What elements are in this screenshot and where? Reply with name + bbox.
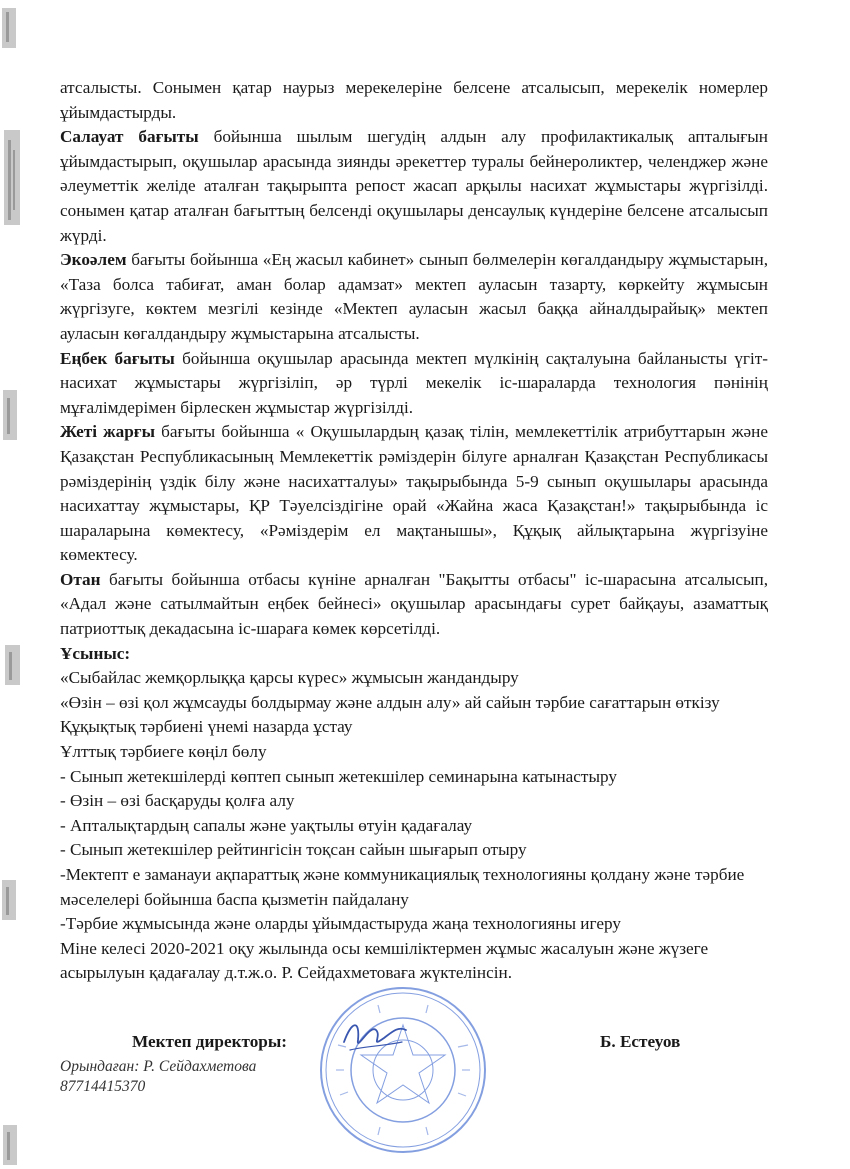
recommendation-item: -Тәрбие жұмысында және оларды ұйымдастыруда жаңа технологияны игеру [60, 914, 621, 934]
recommendation-item: Міне келесі 2020-2021 оқу жылында осы кемшіліктермен жұмыс жасалуын және жүзеге асырылуын қадағалау д.т.ж.о. Р. Сейдахметоваға жүктелінсін. [60, 938, 709, 983]
recommendation-item: -Мектепт е заманауи ақпараттық және коммуникациялық технологияны қолдану және тәрбие мәселелері бойынша баспа қызметін пайдалану [60, 865, 745, 909]
document-body [60, 76, 768, 986]
paragraph-heading: Еңбек бағыты [60, 348, 175, 368]
recommendation-item: - Апталықтардың сапалы және уақтылы өтуін қадағалау [60, 815, 473, 835]
paragraph-continuation [60, 76, 768, 125]
recommendation-item: Құқықтық тәрбиені үнемі назарда ұстау [60, 717, 353, 737]
paragraph-text: бойынша шылым шегудің алдын алу профилактикалық апталығын ұйымдастырып, оқушылар арасында зиянды әрекеттер туралы бейнероликтер, челенджер және әлеуметтік желіде аталған тақырыпта репост жасап арқылы насихат жұмыстары жүргізілді. сонымен қатар аталған бағыттың белсенді оқушылары денсаулық күндеріне белсене атсалысып жүрді. [60, 127, 768, 245]
paragraph-text: бағыты бойынша « Оқушылардың қазақ тілін, мемлекеттілік атрибуттарын және Қазақстан Республикасының Мемлекеттік рәміздерін білуге арналған Қазақстан Республикасы рәміздерінің үздік білу және насихатталуы» тақырыбында 5-9 сынып оқушылары арасында насихаттау жұмыстары, ҚР Тәуелсіздігіне орай «Жайна жаса Қазақстан!» тақырыбында іс шараларына көмектесу, «Рәміздерім ел мақтанышы», Құқық айлықтарына жүргізуіне көмектесу. [60, 422, 769, 565]
paragraph-zheti-zhargy [60, 420, 768, 568]
director-title: Мектеп директоры: [132, 1032, 287, 1051]
paragraph-ecoalem [60, 248, 768, 346]
paragraph-text: бағыты бойынша «Ең жасыл кабинет» сынып бөлмелерін көгалдандыру жұмыстарын, «Таза болса табиғат, аман болар адамзат» мектеп ауласын тазарту, көркейту жұмысын жүргізуге, көктем мезгілі кезінде «Мектеп ауласын жасыл баққа айналдырайық» мектеп ауласын көгалдандыру жұмыстарына атсалысты. [60, 250, 768, 343]
paragraph-salauat [60, 125, 768, 248]
recommendation-item: «Сыбайлас жемқорлыққа қарсы күрес» жұмысын жандандыру [60, 668, 519, 688]
recommendation-item: «Өзін – өзі қол жұмсауды болдырмау және алдын алу» ай сайын тәрбие сағаттарын өткізу [60, 692, 720, 712]
paragraph-heading: Отан [60, 569, 101, 589]
official-seal [318, 985, 488, 1155]
recommendation-item: - Сынып жетекшілерді көптеп сынып жетекшілер семинарына катынастыру [60, 766, 617, 786]
paragraph-heading: Салауат бағыты [60, 127, 199, 147]
executor-name: Орындаған: Р. Сейдахметова [60, 1058, 257, 1075]
director-name: Б. Естеуов [600, 1032, 681, 1051]
paragraph-heading: Экоәлем [60, 250, 127, 270]
paragraph-otan [60, 568, 768, 642]
executor-phone: 87714415370 [60, 1078, 146, 1095]
paragraph-text: бағыты бойынша отбасы күніне арналған "Бақытты отбасы" іс-шарасына атсалысып, «Адал және сатылмайтын еңбек бейнесі» оқушылар арасындағы сурет байқауы, азаматтық патриоттық декадасына іс-шараға көмек көрсетілді. [60, 569, 768, 639]
paragraph-enbek [60, 347, 768, 421]
paragraph-heading: Жеті жарғы [60, 422, 155, 442]
paragraph-text: атсалысты. Сонымен қатар наурыз мерекелеріне белсене атсалысып, мерекелік номерлер ұйымдастырды. [60, 78, 768, 122]
recommendation-item: Ұлттық тәрбиеге көңіл бөлу [60, 742, 267, 762]
scan-artifact-marks [0, 0, 40, 1169]
executor-block [60, 1057, 256, 1097]
recommendation-item: - Өзін – өзі басқаруды қолға алу [60, 791, 295, 811]
signature-row [60, 1032, 768, 1058]
recommendation-item: - Сынып жетекшілер рейтингісін тоқсан сайын шығарып отыру [60, 840, 527, 860]
paragraph-text: бойынша оқушылар арасында мектеп мүлкінің сақталуына байланысты үгіт-насихат жұмыстары жүргізіліп, әр түрлі мекелік іс-шараларда технология пәнінің мұғалімдерімен бірлескен жұмыстар жүргізілді. [60, 348, 768, 417]
recommendations-heading: Ұсыныс: [60, 643, 131, 663]
